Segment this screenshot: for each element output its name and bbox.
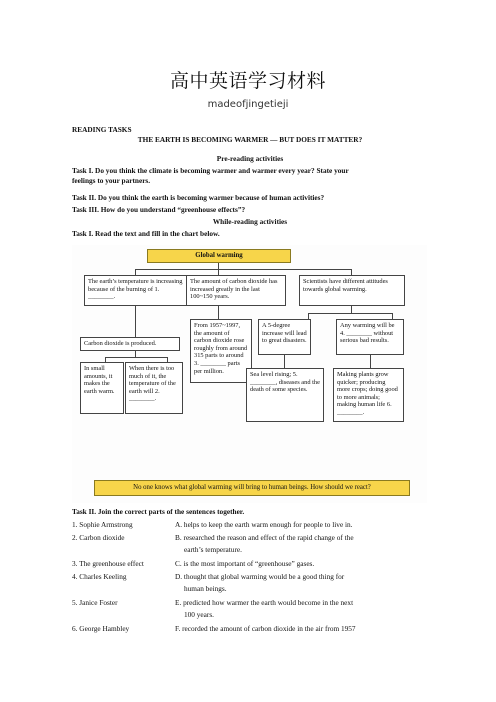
connector: [284, 355, 285, 368]
matching-right: B. researched the reason and effect of the rapid change of the: [175, 533, 354, 542]
box-co2-produced: Carbon dioxide is produced.: [80, 337, 180, 351]
document-subtitle: madeofjingetieji: [207, 99, 289, 110]
matching-right: D. thought that global warming would be a good thing for: [175, 572, 345, 581]
document-title: 高中英语学习材料: [169, 70, 326, 92]
matching-left: 2. Carbon dioxide: [72, 533, 125, 542]
connector: [308, 313, 392, 314]
chart-task-heading: Task I. Read the text and fill in the chart below.: [72, 229, 220, 238]
box-plants-grow: Making plants grow quicker; producing more crops; doing good to more animals; making human life 6. ________.: [333, 368, 404, 422]
connector: [370, 355, 371, 368]
article-title: THE EARTH IS BECOMING WARMER — BUT DOES IT MATTER?: [137, 135, 363, 144]
matching-right: E. predicted how warmer the earth would become in the next: [175, 598, 354, 607]
matching-right: F. recorded the amount of carbon dioxide in the air from 1957: [175, 624, 356, 633]
matching-right: A. helps to keep the earth warm enough for people to live in.: [175, 520, 353, 529]
box-co2-increase: The amount of carbon dioxide has increased greatly in the last 100~150 years.: [186, 275, 286, 306]
connector: [135, 269, 351, 270]
box-too-much: When there is too much of it, the temperature of the earth will 2. ________.: [125, 362, 183, 414]
matching-left: 5. Janice Foster: [72, 598, 118, 607]
connector: [135, 306, 136, 337]
connector: [351, 306, 352, 313]
box-5-degree: A 5-degree increase will lead to great disasters.: [258, 319, 311, 355]
matching-left: 6. George Hambley: [72, 624, 130, 633]
task1-line2: feelings to your partners.: [72, 176, 151, 185]
matching-right-cont: earth’s temperature.: [184, 545, 242, 554]
task1-line1: Task I. Do you think the climate is becoming warmer and warmer every year? State your: [72, 166, 349, 175]
chart-bottom-label: No one knows what global warming will bring to human beings. How should we react?: [94, 480, 410, 496]
matching-left: 4. Charles Keeling: [72, 572, 127, 581]
task2-question: Task II. Do you think the earth is becoming warmer because of human activities?: [72, 193, 325, 202]
section-heading: READING TASKS: [72, 125, 132, 134]
pre-reading-heading: Pre-reading activities: [216, 154, 284, 163]
matching-left: 3. The greenhouse effect: [72, 559, 144, 568]
connector: [105, 357, 167, 358]
connector: [218, 306, 219, 319]
matching-left: 1. Sophie Armstrong: [72, 520, 133, 529]
matching-right-cont: human beings.: [184, 584, 227, 593]
box-earth-temperature: The earth’s temperature is increasing because of the burning of 1. ________.: [84, 275, 187, 306]
box-any-warming: Any warming will be 4. ________ without serious bad results.: [336, 319, 404, 355]
task2-matching-heading: Task II. Join the correct parts of the sentences together.: [72, 507, 245, 516]
while-reading-heading: While-reading activities: [212, 217, 288, 226]
matching-right-cont: 100 years.: [184, 610, 214, 619]
box-small-amounts: In small amounts, it makes the earth warm.: [80, 362, 124, 414]
box-sea-level: Sea level rising; 5. ________, diseases and the death of some species.: [246, 368, 324, 422]
box-scientists-attitudes: Scientists have different attitudes towards global warming.: [299, 275, 405, 306]
box-1957-1997: From 1957~1997, the amount of carbon dioxide rose roughly from around 315 parts to around 3. ________ parts per million.: [190, 319, 252, 383]
task3-question: Task III. How do you understand “greenhouse effects”?: [72, 205, 246, 214]
global-warming-chart: [72, 245, 427, 503]
chart-top-label: Global warming: [147, 249, 291, 263]
matching-right: C. is the most important of “greenhouse” gases.: [175, 559, 315, 568]
